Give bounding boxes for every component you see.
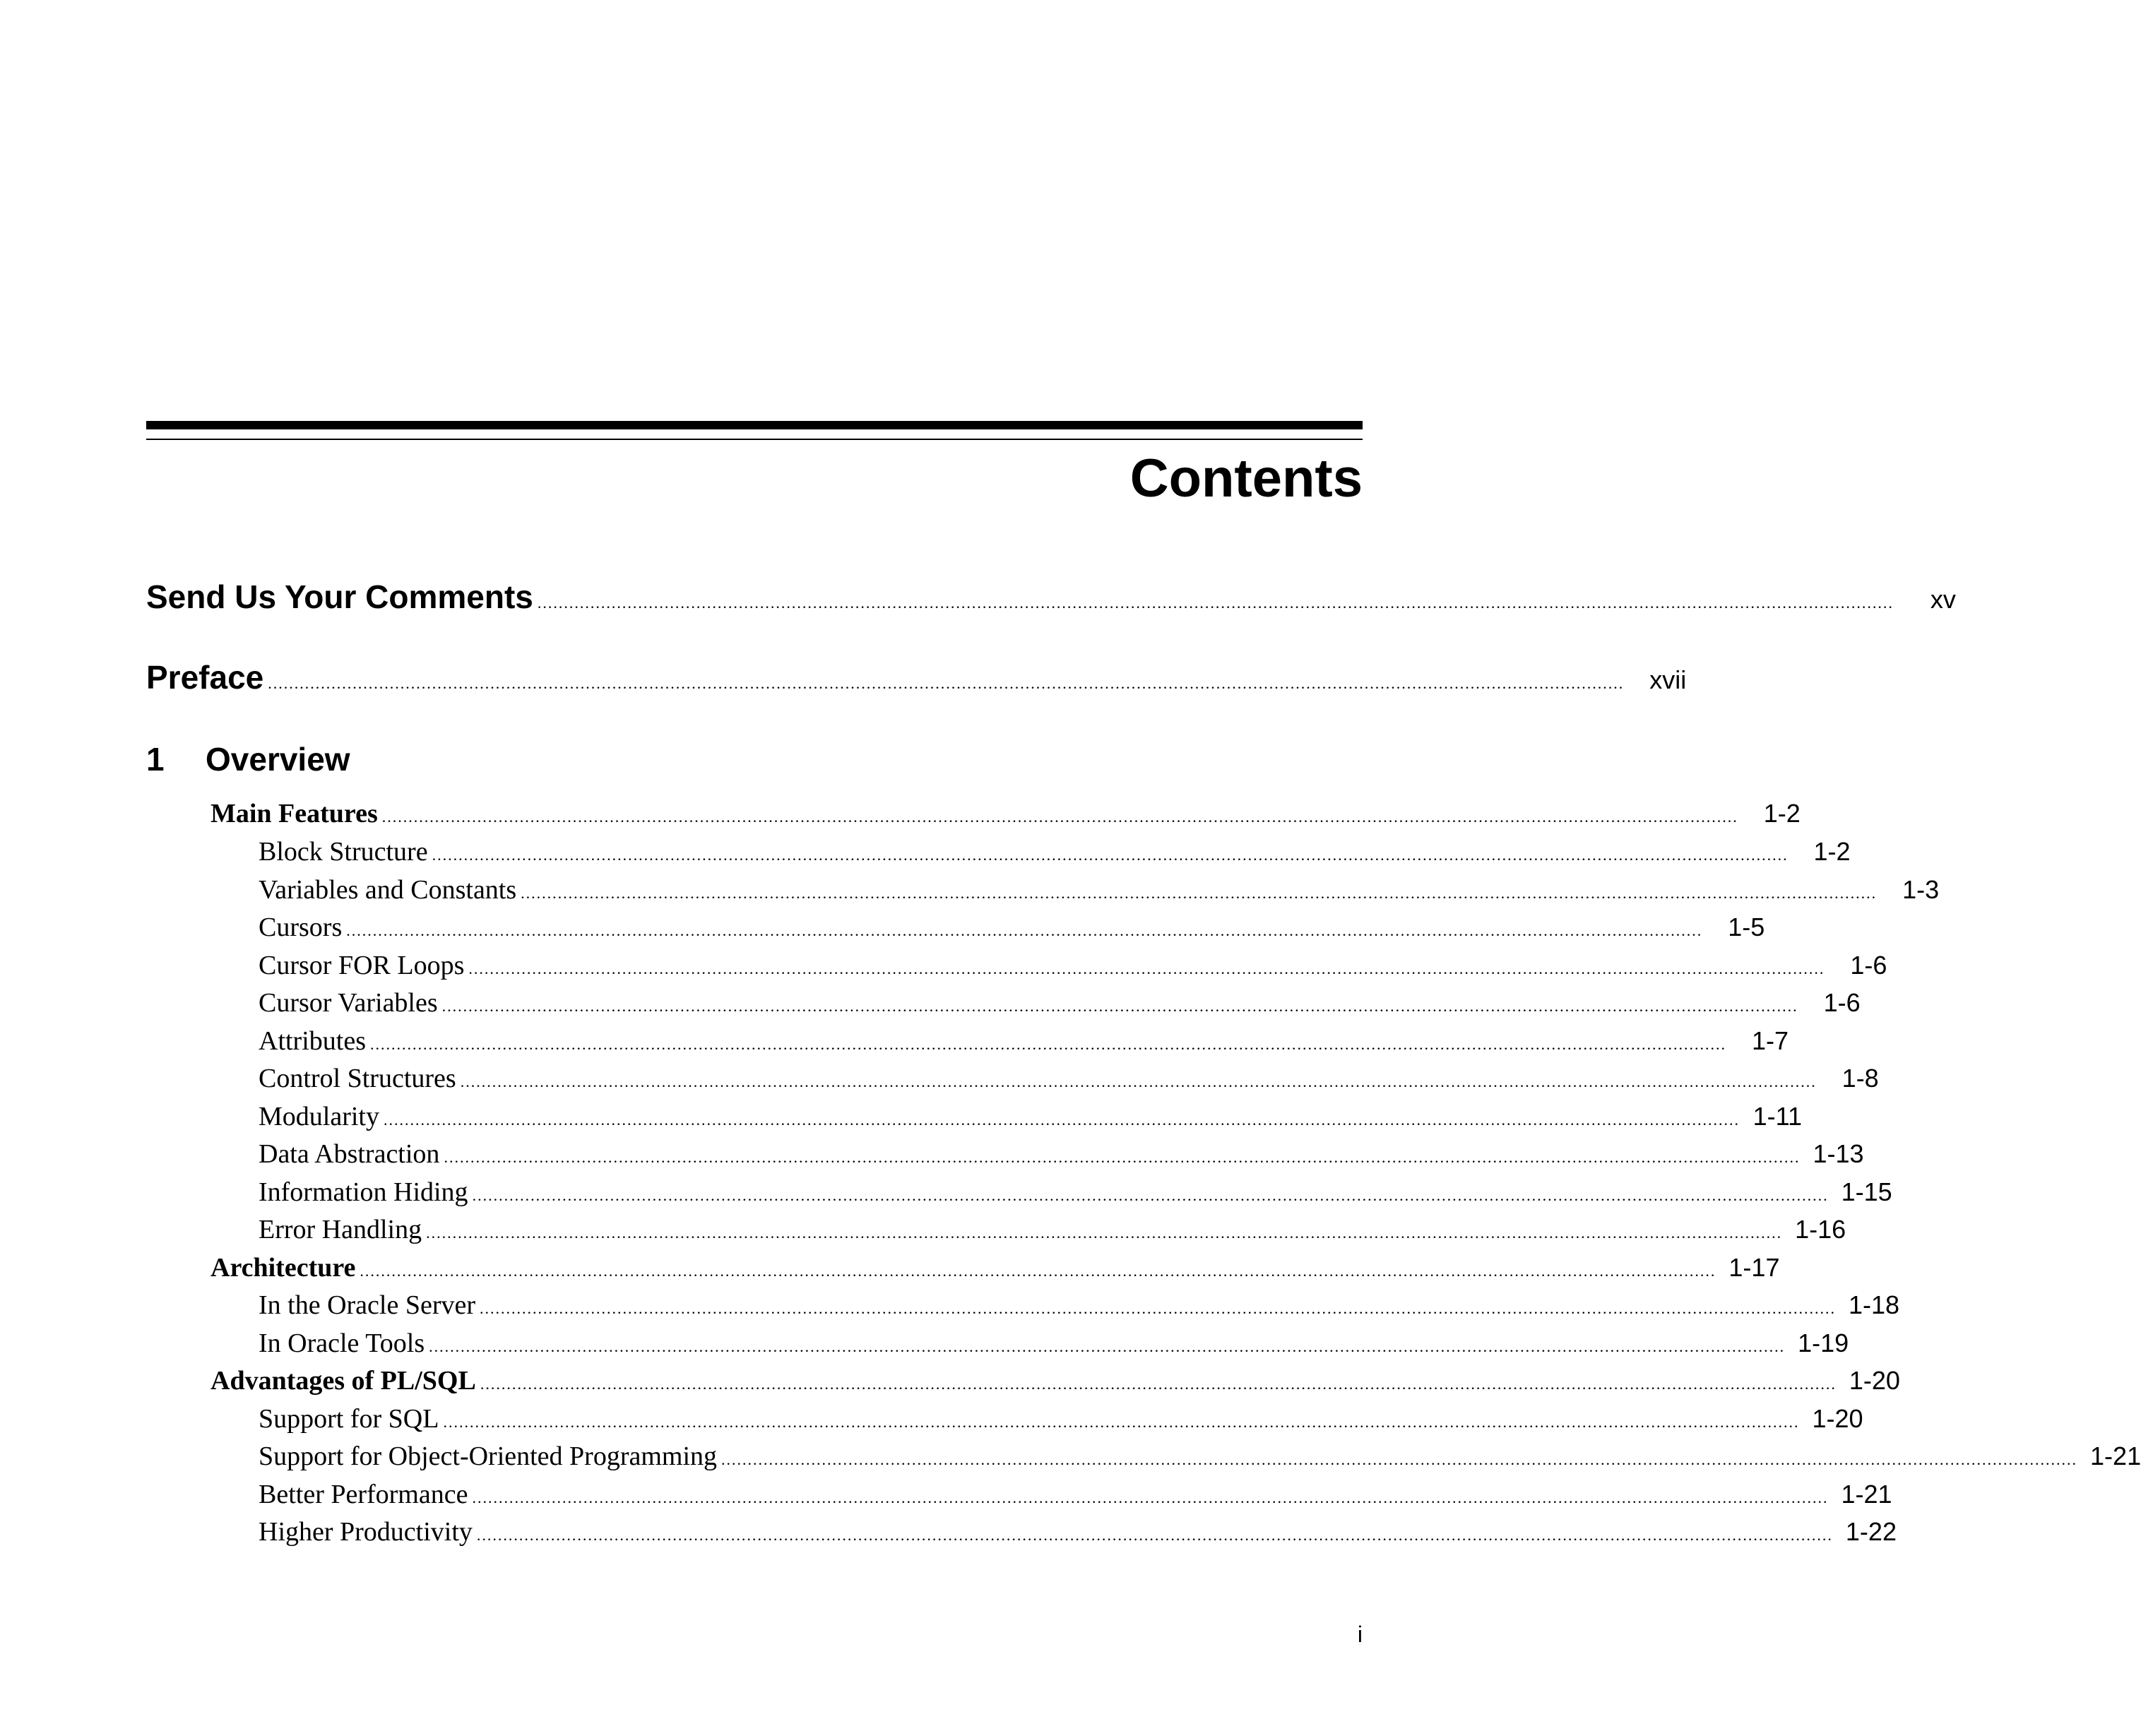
- toc-entry[interactable]: [259, 1138, 1864, 1170]
- toc-entry-label: In Oracle Tools: [259, 1328, 425, 1358]
- toc-entry[interactable]: [259, 874, 1940, 905]
- toc-entry-label: Variables and Constants: [259, 875, 517, 905]
- toc-entry-label: Modularity: [259, 1102, 379, 1131]
- dot-leader: ................................................................................................................................................................................................................................................................: [444, 1148, 1801, 1166]
- title-rule-thick: [146, 421, 1363, 429]
- toc-entry[interactable]: [259, 987, 1861, 1018]
- toc-page-number: 1-13: [1813, 1139, 1864, 1168]
- chapter-number: 1: [146, 741, 165, 778]
- dot-leader: ................................................................................................................................................................................................................................................................: [443, 1413, 1800, 1431]
- toc-entry[interactable]: [210, 1252, 1780, 1283]
- toc-entry[interactable]: [259, 1063, 1879, 1094]
- dot-leader: ................................................................................................................................................................................................................................................................: [468, 960, 1825, 977]
- dot-leader: ................................................................................................................................................................................................................................................................: [268, 674, 1625, 692]
- dot-leader: ................................................................................................................................................................................................................................................................: [460, 1073, 1817, 1090]
- toc-entry-label: Better Performance: [259, 1480, 468, 1509]
- toc-entry-preface[interactable]: [146, 658, 1687, 696]
- toc-entry-label: Attributes: [259, 1026, 366, 1056]
- toc-entry[interactable]: [210, 798, 1801, 829]
- toc-entry[interactable]: [259, 1290, 1900, 1321]
- toc-page-number: 1-6: [1850, 951, 1887, 980]
- toc-entry-label: In the Oracle Server: [259, 1290, 476, 1320]
- dot-leader: ................................................................................................................................................................................................................................................................: [426, 1224, 1783, 1242]
- dot-leader: ................................................................................................................................................................................................................................................................: [472, 1187, 1829, 1204]
- toc-entry-label: Error Handling: [259, 1215, 422, 1244]
- dot-leader: ................................................................................................................................................................................................................................................................: [441, 997, 1798, 1015]
- toc-entry[interactable]: [259, 1214, 1846, 1245]
- toc-page-number: 1-2: [1763, 799, 1801, 828]
- toc-page-number: 1-7: [1751, 1026, 1789, 1055]
- toc-entry[interactable]: [259, 1101, 1802, 1132]
- toc-entry-send-us-your-comments[interactable]: [146, 578, 1956, 616]
- toc-entry-label: Support for SQL: [259, 1404, 439, 1434]
- toc-page-number: 1-6: [1823, 988, 1861, 1017]
- toc-page-number: 1-22: [1845, 1517, 1897, 1546]
- toc-entry-label: Cursor FOR Loops: [259, 951, 465, 980]
- toc-page-number: 1-21: [1841, 1480, 1892, 1509]
- toc-entry-label: Cursors: [259, 912, 343, 942]
- toc-page-number: 1-16: [1795, 1215, 1846, 1244]
- dot-leader: ................................................................................................................................................................................................................................................................: [432, 846, 1789, 864]
- dot-leader: ................................................................................................................................................................................................................................................................: [381, 808, 1738, 826]
- toc-page-number: 1-19: [1798, 1328, 1849, 1357]
- dot-leader: ................................................................................................................................................................................................................................................................: [521, 884, 1878, 902]
- toc-entry-label: Preface: [146, 659, 264, 696]
- toc-page-number: 1-3: [1902, 875, 1940, 904]
- toc-entry[interactable]: [210, 1365, 1900, 1396]
- toc-page-number: xvii: [1649, 665, 1687, 694]
- toc-page-number: xv: [1930, 585, 1956, 614]
- chapter-title: Overview: [206, 741, 350, 778]
- page-title: Contents: [1129, 448, 1363, 509]
- toc-page-number: 1-15: [1841, 1177, 1892, 1206]
- toc-page-number: 1-2: [1813, 837, 1851, 866]
- toc-entry-label: Main Features: [210, 799, 378, 828]
- toc-page-number: 1-17: [1728, 1253, 1780, 1282]
- toc-entry[interactable]: [259, 1328, 1849, 1359]
- dot-leader: ................................................................................................................................................................................................................................................................: [721, 1451, 2078, 1468]
- toc-entry[interactable]: [259, 1177, 1892, 1208]
- toc-entry[interactable]: [259, 912, 1765, 943]
- dot-leader: ................................................................................................................................................................................................................................................................: [472, 1489, 1829, 1506]
- dot-leader: ................................................................................................................................................................................................................................................................: [360, 1262, 1716, 1280]
- dot-leader: ................................................................................................................................................................................................................................................................: [476, 1526, 1833, 1544]
- dot-leader: ................................................................................................................................................................................................................................................................: [383, 1111, 1740, 1129]
- dot-leader: ................................................................................................................................................................................................................................................................: [480, 1300, 1837, 1317]
- footer-page-number: i: [1357, 1622, 1363, 1647]
- toc-entry-label: Higher Productivity: [259, 1517, 473, 1547]
- toc-page-number: 1-20: [1812, 1404, 1863, 1433]
- toc-entry-label: Architecture: [210, 1253, 356, 1283]
- dot-leader: ................................................................................................................................................................................................................................................................: [346, 922, 1703, 939]
- toc-entry[interactable]: [259, 1025, 1789, 1057]
- title-rule-thin: [146, 439, 1363, 440]
- toc-page-number: 1-21: [2090, 1441, 2141, 1470]
- toc-page-number: 1-18: [1849, 1290, 1900, 1319]
- toc-entry-label: Data Abstraction: [259, 1139, 440, 1169]
- toc-entry-label: Block Structure: [259, 837, 428, 867]
- toc-entry-label: Control Structures: [259, 1064, 456, 1093]
- toc-entry[interactable]: [259, 1479, 1892, 1510]
- toc-entry[interactable]: [259, 1516, 1897, 1547]
- toc-entry[interactable]: [259, 1441, 2141, 1472]
- dot-leader: ................................................................................................................................................................................................................................................................: [429, 1338, 1786, 1355]
- toc-entry[interactable]: [259, 836, 1851, 867]
- toc-page-number: 1-20: [1849, 1366, 1900, 1395]
- toc-page-number: 1-8: [1842, 1064, 1879, 1093]
- toc-entry[interactable]: [259, 950, 1887, 981]
- dot-leader: ................................................................................................................................................................................................................................................................: [537, 594, 1894, 612]
- toc-entry-label: Information Hiding: [259, 1177, 468, 1207]
- toc-entry[interactable]: [259, 1403, 1863, 1434]
- toc-entry-label: Send Us Your Comments: [146, 578, 533, 615]
- toc-entry-label: Cursor Variables: [259, 988, 438, 1018]
- toc-page-number: 1-11: [1752, 1102, 1802, 1131]
- dot-leader: ................................................................................................................................................................................................................................................................: [480, 1375, 1837, 1393]
- dot-leader: ................................................................................................................................................................................................................................................................: [369, 1035, 1726, 1053]
- chapter-heading[interactable]: [146, 740, 350, 778]
- toc-page-number: 1-5: [1728, 912, 1765, 941]
- toc-entry-label: Support for Object-Oriented Programming: [259, 1441, 718, 1471]
- toc-entry-label: Advantages of PL/SQL: [210, 1366, 476, 1396]
